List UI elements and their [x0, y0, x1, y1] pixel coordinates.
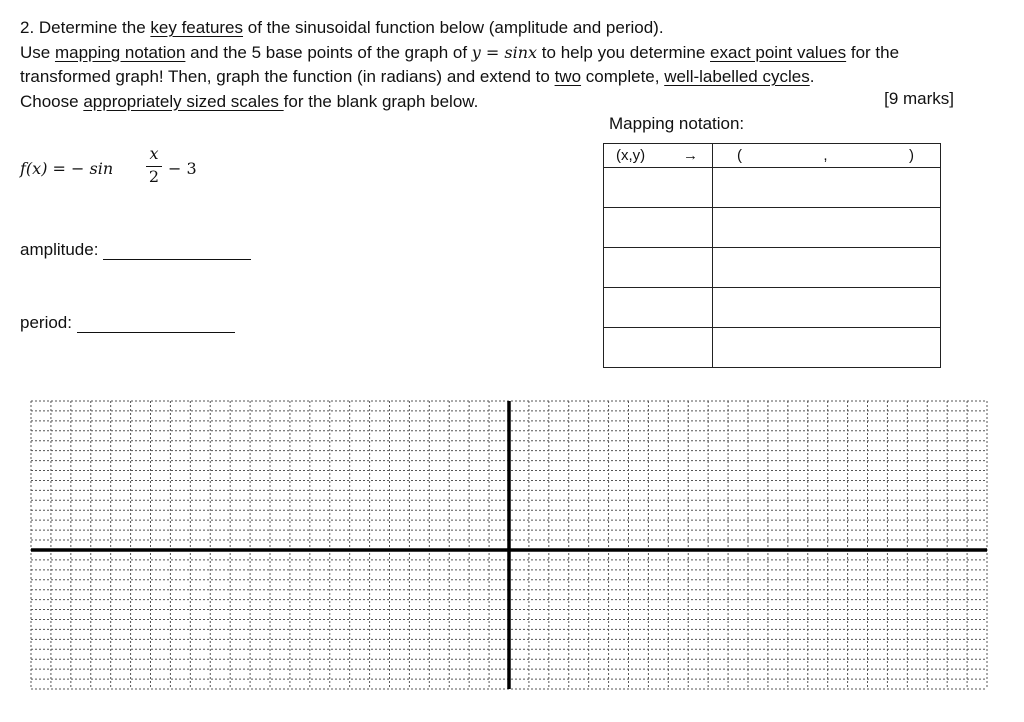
- function-rest: − 3: [168, 159, 197, 178]
- amplitude-row: [20, 240, 251, 260]
- mapping-open-paren: (: [737, 147, 742, 164]
- mapping-cell-original[interactable]: [604, 328, 713, 368]
- mapping-row: [604, 168, 941, 208]
- mapping-cell-transformed[interactable]: [713, 208, 941, 248]
- mapping-cell-original[interactable]: [604, 168, 713, 208]
- mapping-header-row: [604, 144, 941, 168]
- mapping-xy-label: (x,y): [616, 147, 646, 164]
- marks-label: [9 marks]: [884, 89, 954, 108]
- period-label: period:: [20, 313, 72, 332]
- mapping-table: [603, 143, 941, 368]
- question-line-4: Choose appropriately sized scales for the blank graph below.: [20, 91, 479, 111]
- mapping-cell-transformed[interactable]: [713, 288, 941, 328]
- period-row: [20, 313, 235, 333]
- mapping-close-paren: ): [908, 147, 914, 164]
- function-lhs: f(x) = − sin: [20, 159, 114, 178]
- mapping-header-left: [604, 144, 713, 168]
- mapping-row: [604, 328, 941, 368]
- mapping-comma: ,: [823, 147, 828, 164]
- mapping-cell-original[interactable]: [604, 248, 713, 288]
- mapping-arrow-icon: →: [683, 147, 698, 164]
- mapping-row: [604, 288, 941, 328]
- base-function: y = sinx: [471, 42, 538, 62]
- question-line-2: Use mapping notation and the 5 base points of the graph of y = sinx to help you determine exact point values for the: [20, 42, 900, 62]
- mapping-row: [604, 248, 941, 288]
- amplitude-answer-blank[interactable]: [103, 241, 251, 260]
- question-text: [20, 16, 1010, 114]
- mapping-notation-title: Mapping notation:: [609, 114, 745, 133]
- function-fraction: [146, 144, 162, 187]
- mapping-header-right: [713, 144, 941, 168]
- mapping-row: [604, 208, 941, 248]
- mapping-cell-transformed[interactable]: [713, 328, 941, 368]
- period-answer-blank[interactable]: [77, 314, 235, 333]
- fraction-denominator: 2: [148, 167, 160, 186]
- question-line-1: 2. Determine the key features of the sinusoidal function below (amplitude and period).: [20, 18, 664, 37]
- mapping-cell-transformed[interactable]: [713, 168, 941, 208]
- mapping-cell-transformed[interactable]: [713, 248, 941, 288]
- mapping-cell-original[interactable]: [604, 208, 713, 248]
- blank-graph-grid[interactable]: [30, 400, 988, 690]
- question-line-3: transformed graph! Then, graph the function (in radians) and extend to two complete, well-labelled cycles.: [20, 67, 815, 86]
- fraction-numerator: x: [149, 144, 159, 163]
- amplitude-label: amplitude:: [20, 240, 99, 259]
- mapping-cell-original[interactable]: [604, 288, 713, 328]
